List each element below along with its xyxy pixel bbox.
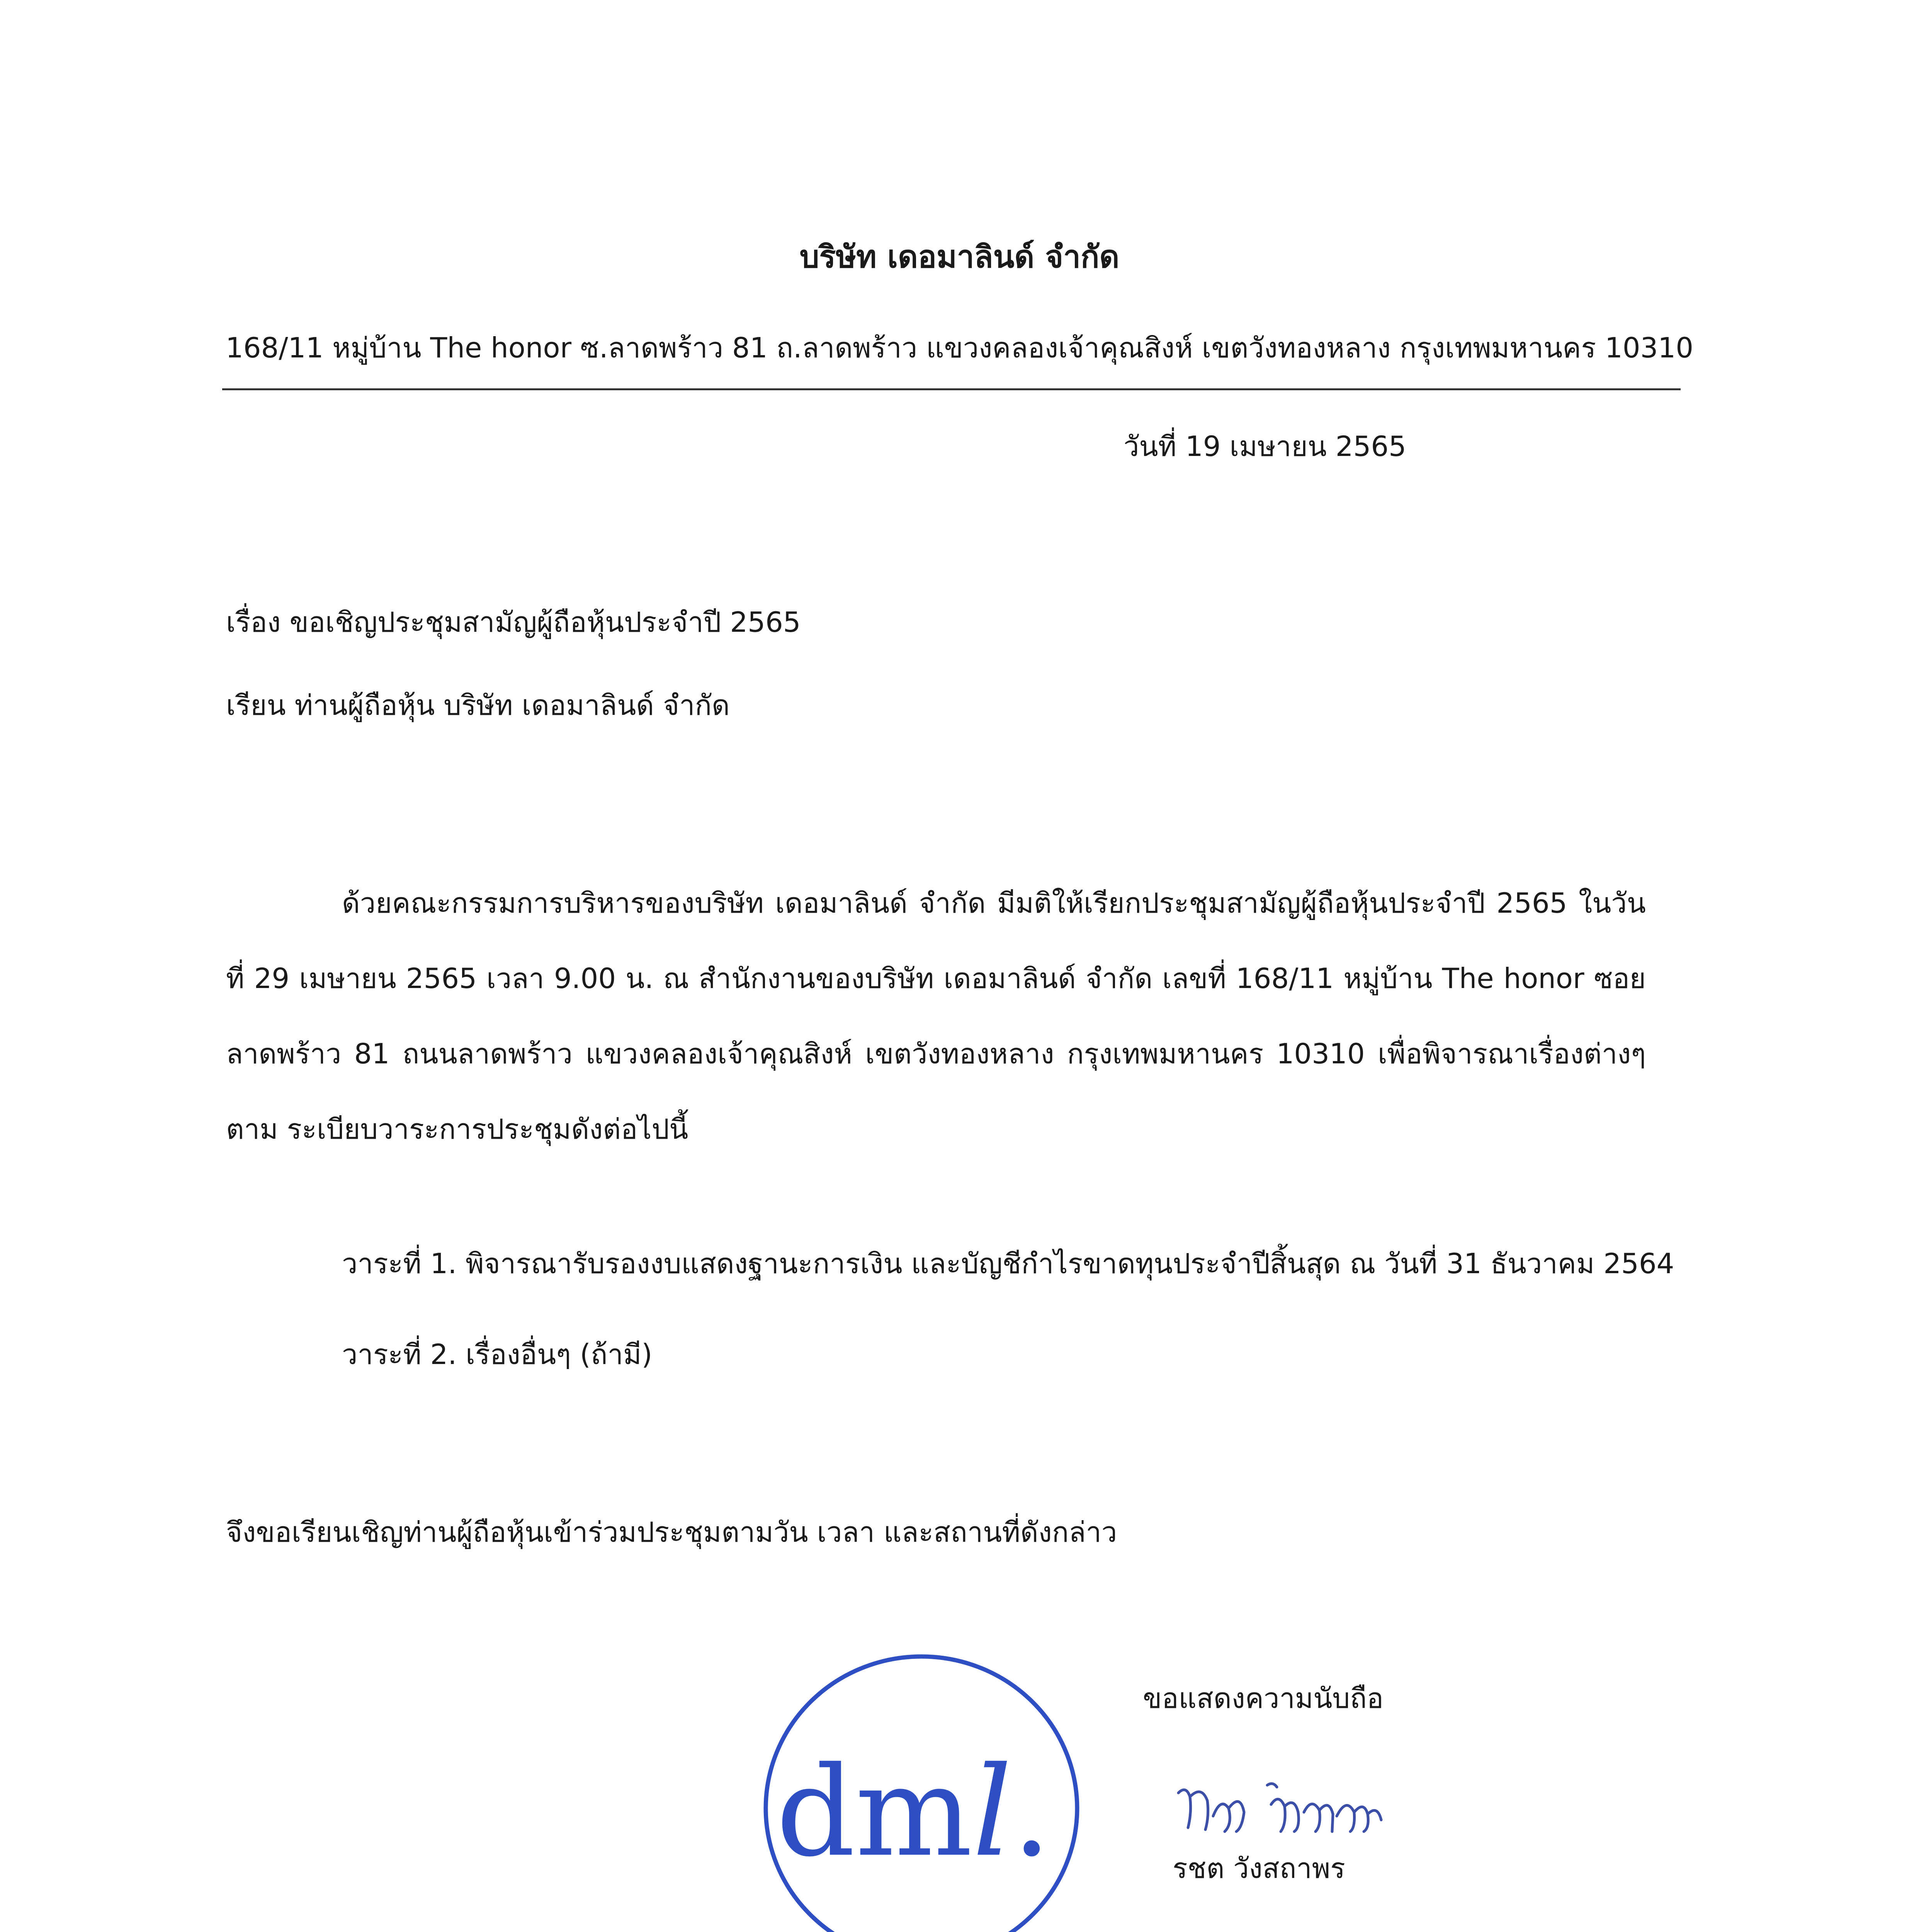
company-address: 168/11 หมู่บ้าน The honor ซ.ลาดพร้าว 81 ถ.ลาดพร้าว แขวงคลองเจ้าคุณสิงห์ เขตวังทองหลาง กรุงเทพมหานคร 10310 [225,332,1694,364]
signer-name: รชต วังสถาพร [1173,1852,1345,1884]
complimentary-close: ขอแสดงความนับถือ [1143,1682,1384,1714]
body-paragraph: ด้วยคณะกรรมการบริหารของบริษัท เดอมาลินด์ จำกัด มีมติให้เรียกประชุมสามัญผู้ถือหุ้นประจำปี 2565 ในวันที่ 29 เมษายน 2565 เวลา 9.00 น. ณ สำนักงานของบริษัท เดอมาลินด์ จำกัด เลขที่ 168/11 หมู่บ้าน The honor ซอย ลาดพร้าว 81 ถนนลาดพร้าว แขวงคลองเจ้าคุณสิงห์ เขตวังทองหลาง กรุงเทพมหานคร 10310 เพื่อพิจารณาเรื่องต่างๆ ตาม ระเบียบวาระการประชุมดังต่อไปนี้ [226,887,1646,1145]
company-name: บริษัท เดอมาลินด์ จำกัด [799,239,1120,275]
closing-statement: จึงขอเรียนเชิญท่านผู้ถือหุ้นเข้าร่วมประชุมตามวัน เวลา และสถานที่ดังกล่าว [226,1516,1117,1548]
agenda-item-2: วาระที่ 2. เรื่องอื่นๆ (ถ้ามี) [342,1338,653,1371]
header-divider [222,388,1681,390]
signer-title [1173,1930,1336,1932]
company-stamp [757,1648,1086,1932]
salutation: เรียน ท่านผู้ถือหุ้น บริษัท เดอมาลินด์ จำกัด [226,689,730,721]
subject-line: เรื่อง ขอเชิญประชุมสามัญผู้ถือหุ้นประจำปี 2565 [226,606,801,638]
stamp-logo-text: dml. [776,1740,1052,1884]
handwritten-signature [1171,1770,1387,1847]
agenda-item-1: วาระที่ 1. พิจารณารับรองงบแสดงฐานะการเงิน และบัญชีกำไรขาดทุนประจำปีสิ้นสุด ณ วันที่ 31 ธันวาคม 2564 [342,1247,1674,1280]
letter-date: วันที่ 19 เมษายน 2565 [1124,430,1406,463]
